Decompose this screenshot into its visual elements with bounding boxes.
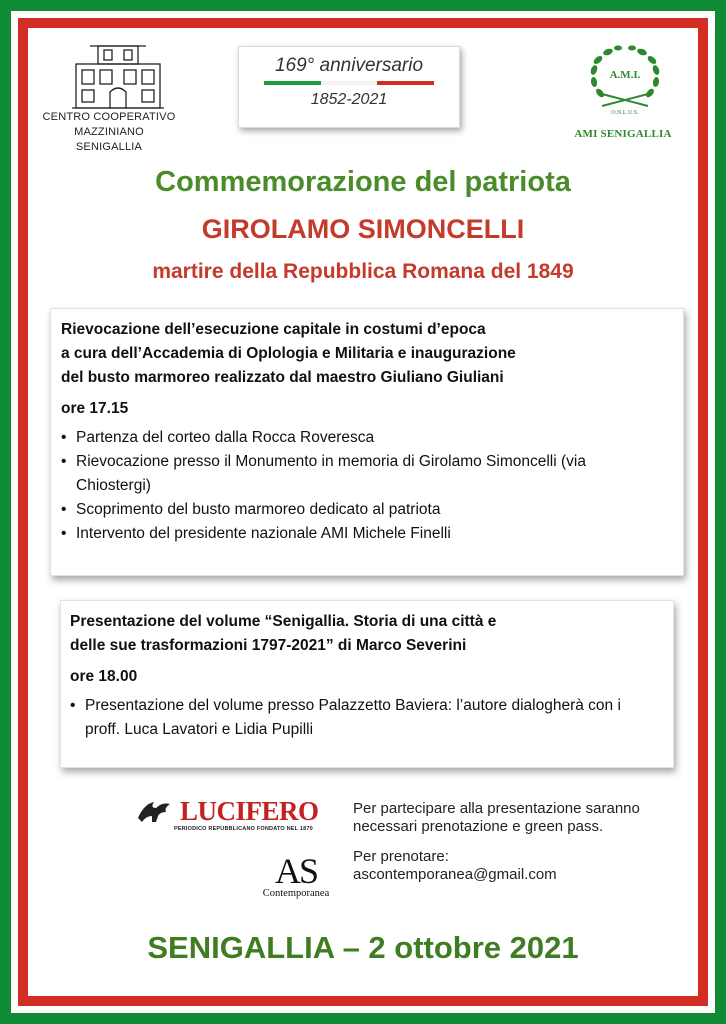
event-intro-line: a cura dell’Accademia di Oplologia e Militaria e inaugurazione: [61, 345, 516, 362]
anniversary-years: 1852-2021: [310, 91, 388, 108]
ami-logo-text: A.M.I.: [609, 69, 641, 81]
as-letters: AS: [274, 851, 318, 891]
list-item: • Rievocazione presso il Monumento in memoria di Girolamo Simoncelli (via Chiostergi): [61, 450, 601, 498]
poster-page: [28, 28, 698, 996]
lucifero-subtitle: PERIODICO REPUBBLICANO FONDATO NEL 1870: [174, 826, 313, 832]
event-intro-line: del busto marmoreo realizzato dal maestro Giuliano Giuliani: [61, 369, 504, 386]
event-program-list: [70, 694, 673, 742]
booking-email[interactable]: ascontemporanea@gmail.com: [353, 866, 557, 883]
event-program-list: [61, 426, 683, 546]
list-item: • Scoprimento del busto marmoreo dedicato al patriota: [61, 498, 683, 522]
event-time: ore 18.00: [70, 668, 138, 685]
event-intro-line: delle sue trasformazioni 1797-2021” di Marco Severini: [70, 637, 467, 654]
title-patriot-name: GIROLAMO SIMONCELLI: [201, 214, 525, 244]
lucifero-logo: [136, 794, 328, 834]
building-icon: [68, 40, 168, 116]
event-intro-line: Rievocazione dell’esecuzione capitale in costumi d’epoca: [61, 321, 486, 338]
lucifero-title: LUCIFERO: [180, 796, 319, 826]
event-box-book-presentation: [60, 600, 674, 768]
as-contemporanea-logo: [256, 851, 336, 899]
as-word: Contemporanea: [262, 888, 330, 899]
booking-notes: [353, 800, 653, 884]
list-item: • Presentazione del volume presso Palazzetto Baviera: l’autore dialogherà con i proff. Luca Lavatori e Lidia Pupilli: [70, 694, 630, 742]
list-item: • Intervento del presidente nazionale AMI Michele Finelli: [61, 522, 683, 546]
title-commemoration: Commemorazione del patriota: [155, 166, 571, 198]
title-subtitle: martire della Repubblica Romana del 1849: [152, 260, 574, 283]
event-time: ore 17.15: [61, 400, 129, 417]
event-box-reenactment: [50, 308, 684, 576]
booking-label: Per prenotare:: [353, 848, 449, 865]
left-org-line: SENIGALLIA: [75, 141, 143, 153]
ami-onlus-logo: [584, 42, 666, 114]
ami-logo-subtext: O.N.L.U.S.: [611, 110, 639, 114]
tricolor-line: [264, 81, 434, 85]
left-org-line: CENTRO COOPERATIVO: [42, 111, 176, 123]
anniversary-title: 169° anniversario: [274, 55, 424, 76]
list-item: • Partenza del corteo dalla Rocca Roveresca: [61, 426, 683, 450]
event-intro: [70, 610, 673, 658]
event-intro-line: Presentazione del volume “Senigallia. Storia di una città e: [70, 613, 497, 630]
event-date: SENIGALLIA – 2 ottobre 2021: [147, 930, 579, 965]
participation-note: Per partecipare alla presentazione saranno necessari prenotazione e green pass.: [353, 800, 640, 835]
winged-horse-icon: [136, 798, 174, 824]
event-intro: [61, 318, 683, 390]
left-org-line: MAZZINIANO: [74, 126, 144, 138]
anniversary-box: [238, 46, 460, 128]
left-org-name: [28, 110, 190, 155]
right-org-name: AMI SENIGALLIA: [574, 128, 672, 140]
